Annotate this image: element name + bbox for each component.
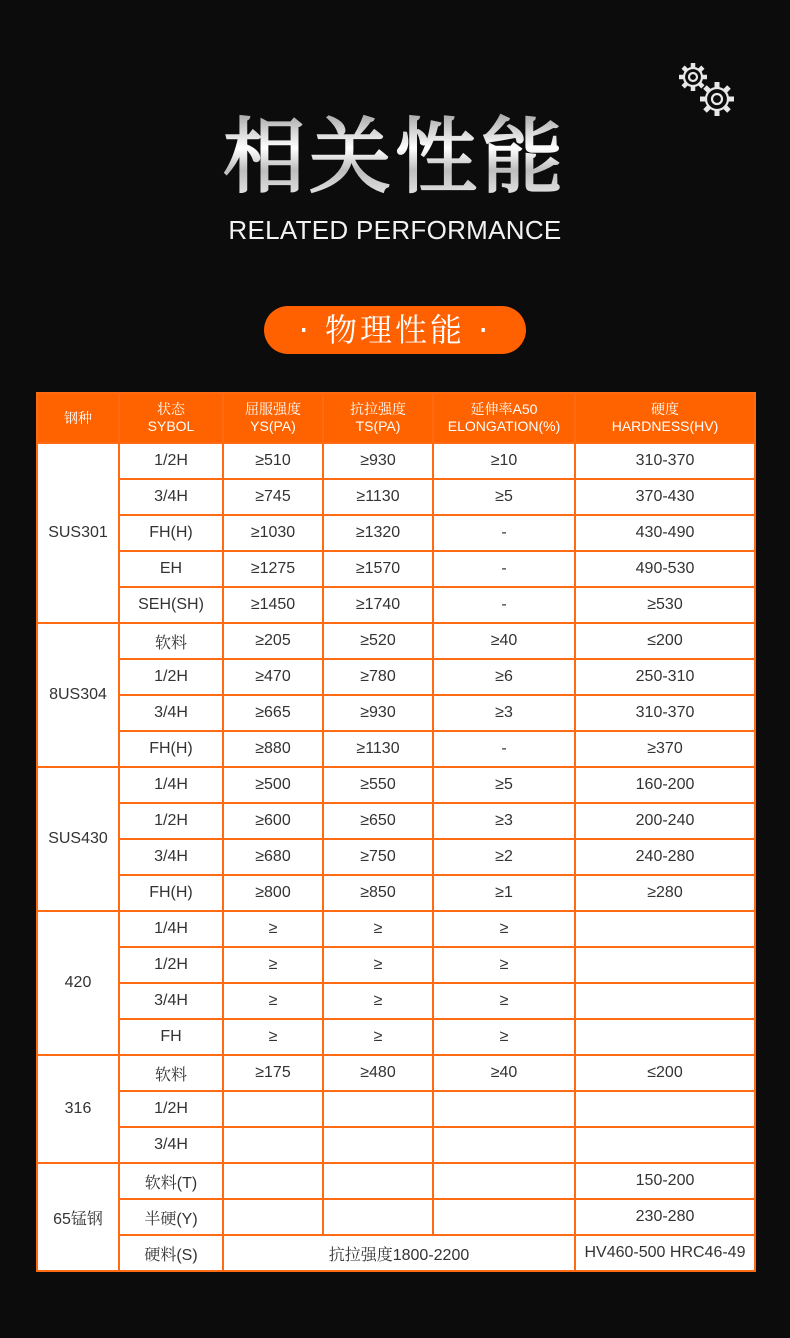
state-cell: 1/2H: [119, 947, 223, 983]
hardness-cell: 310-370: [575, 695, 755, 731]
table-row: [37, 1163, 755, 1199]
elongation-cell: ≥3: [433, 803, 575, 839]
elongation-cell: ≥5: [433, 479, 575, 515]
hardness-cell: 230-280: [575, 1199, 755, 1235]
state-cell: 3/4H: [119, 983, 223, 1019]
hardness-cell: ≤200: [575, 623, 755, 659]
yield-strength-cell: [223, 1163, 323, 1199]
hardness-cell: [575, 1019, 755, 1055]
tensile-strength-cell: ≥750: [323, 839, 433, 875]
yield-strength-cell: ≥510: [223, 443, 323, 479]
table-row: [37, 551, 755, 587]
state-cell: 1/4H: [119, 767, 223, 803]
yield-strength-cell: ≥1030: [223, 515, 323, 551]
table-body: [37, 443, 755, 1271]
state-cell: EH: [119, 551, 223, 587]
tensile-strength-cell: [323, 1091, 433, 1127]
table-row: [37, 983, 755, 1019]
tensile-strength-cell: ≥930: [323, 695, 433, 731]
state-cell: 3/4H: [119, 479, 223, 515]
state-cell: 1/4H: [119, 911, 223, 947]
yield-strength-cell: [223, 1091, 323, 1127]
elongation-cell: ≥5: [433, 767, 575, 803]
grade-cell: SUS430: [37, 767, 119, 911]
elongation-cell: ≥: [433, 947, 575, 983]
yield-strength-cell: ≥: [223, 911, 323, 947]
tensile-strength-cell: ≥780: [323, 659, 433, 695]
col-header-hardness: 硬度 HARDNESS(HV): [575, 393, 755, 443]
elongation-cell: ≥1: [433, 875, 575, 911]
hardness-cell: 370-430: [575, 479, 755, 515]
tensile-strength-cell: ≥520: [323, 623, 433, 659]
header-row: [37, 393, 755, 443]
tensile-strength-cell: [323, 1127, 433, 1163]
tensile-strength-cell: ≥480: [323, 1055, 433, 1091]
state-cell: 3/4H: [119, 839, 223, 875]
state-cell: FH: [119, 1019, 223, 1055]
elongation-cell: ≥: [433, 1019, 575, 1055]
state-cell: 1/2H: [119, 803, 223, 839]
yield-strength-cell: ≥880: [223, 731, 323, 767]
elongation-cell: [433, 1199, 575, 1235]
tensile-strength-cell: ≥1320: [323, 515, 433, 551]
state-cell: 软料: [119, 623, 223, 659]
performance-table: [36, 392, 756, 1272]
table-row: [37, 515, 755, 551]
yield-strength-cell: ≥: [223, 983, 323, 1019]
table-row: [37, 731, 755, 767]
state-cell: 3/4H: [119, 1127, 223, 1163]
yield-strength-cell: ≥175: [223, 1055, 323, 1091]
elongation-cell: -: [433, 731, 575, 767]
state-cell: 硬料(S): [119, 1235, 223, 1271]
elongation-cell: -: [433, 551, 575, 587]
elongation-cell: ≥3: [433, 695, 575, 731]
grade-cell: 316: [37, 1055, 119, 1163]
state-cell: 软料: [119, 1055, 223, 1091]
table-row: [37, 443, 755, 479]
col-header-state: 状态 SYBOL: [119, 393, 223, 443]
state-cell: 1/2H: [119, 1091, 223, 1127]
table-row: [37, 1235, 755, 1271]
yield-strength-cell: ≥500: [223, 767, 323, 803]
table-row: [37, 479, 755, 515]
hardness-cell: [575, 911, 755, 947]
table-row: [37, 695, 755, 731]
col-header-elongation: 延伸率A50 ELONGATION(%): [433, 393, 575, 443]
grade-cell: 8US304: [37, 623, 119, 767]
tensile-strength-cell: ≥1570: [323, 551, 433, 587]
hardness-cell: 250-310: [575, 659, 755, 695]
state-cell: 半硬(Y): [119, 1199, 223, 1235]
tensile-strength-cell: ≥: [323, 983, 433, 1019]
state-cell: FH(H): [119, 875, 223, 911]
hardness-cell: 430-490: [575, 515, 755, 551]
table-row: [37, 875, 755, 911]
table-row: [37, 623, 755, 659]
state-cell: FH(H): [119, 731, 223, 767]
state-cell: 1/2H: [119, 659, 223, 695]
yield-strength-cell: ≥470: [223, 659, 323, 695]
tensile-strength-cell: [323, 1199, 433, 1235]
hardness-cell: [575, 1091, 755, 1127]
table-row: [37, 1199, 755, 1235]
tensile-strength-cell: ≥1740: [323, 587, 433, 623]
table-row: [37, 1127, 755, 1163]
state-cell: 软料(T): [119, 1163, 223, 1199]
grade-cell: 420: [37, 911, 119, 1055]
elongation-cell: ≥40: [433, 623, 575, 659]
state-cell: 1/2H: [119, 443, 223, 479]
hardness-cell: 490-530: [575, 551, 755, 587]
grade-cell: 65锰钢: [37, 1163, 119, 1271]
tensile-strength-cell: ≥650: [323, 803, 433, 839]
elongation-cell: ≥: [433, 911, 575, 947]
tensile-strength-cell: ≥550: [323, 767, 433, 803]
table-row: [37, 947, 755, 983]
table-row: [37, 587, 755, 623]
state-cell: SEH(SH): [119, 587, 223, 623]
tensile-strength-cell: ≥: [323, 947, 433, 983]
elongation-cell: [433, 1127, 575, 1163]
hardness-cell: 240-280: [575, 839, 755, 875]
elongation-cell: ≥6: [433, 659, 575, 695]
elongation-cell: ≥: [433, 983, 575, 1019]
hardness-cell: ≥370: [575, 731, 755, 767]
yield-strength-cell: ≥205: [223, 623, 323, 659]
hardness-cell: 200-240: [575, 803, 755, 839]
table-row: [37, 659, 755, 695]
hardness-cell: ≥280: [575, 875, 755, 911]
elongation-cell: -: [433, 515, 575, 551]
hardness-cell: 150-200: [575, 1163, 755, 1199]
col-header-grade: 钢种: [37, 393, 119, 443]
performance-table-container: [36, 392, 754, 1272]
page-title: 相关性能: [0, 108, 790, 208]
yield-strength-cell: ≥600: [223, 803, 323, 839]
yield-strength-cell: ≥745: [223, 479, 323, 515]
hardness-cell: [575, 947, 755, 983]
yield-strength-cell: ≥1275: [223, 551, 323, 587]
yield-strength-cell: ≥1450: [223, 587, 323, 623]
table-row: [37, 1019, 755, 1055]
yield-strength-cell: [223, 1127, 323, 1163]
tensile-strength-cell: [323, 1163, 433, 1199]
hardness-cell: [575, 983, 755, 1019]
tensile-strength-cell: ≥930: [323, 443, 433, 479]
yield-strength-cell: ≥: [223, 1019, 323, 1055]
hardness-cell: 160-200: [575, 767, 755, 803]
section-pill: · 物理性能 ·: [264, 306, 526, 354]
yield-strength-cell: ≥665: [223, 695, 323, 731]
table-row: [37, 1091, 755, 1127]
table-row: [37, 1055, 755, 1091]
table-row: [37, 911, 755, 947]
hardness-cell: ≤200: [575, 1055, 755, 1091]
tensile-strength-cell: ≥1130: [323, 731, 433, 767]
yield-strength-cell: ≥800: [223, 875, 323, 911]
table-row: [37, 839, 755, 875]
hardness-cell: HV460-500 HRC46-49: [575, 1235, 755, 1271]
col-header-tensile-strength: 抗拉强度 TS(PA): [323, 393, 433, 443]
tensile-strength-cell: ≥850: [323, 875, 433, 911]
table-header: [37, 393, 755, 443]
elongation-cell: ≥40: [433, 1055, 575, 1091]
tensile-strength-cell: ≥1130: [323, 479, 433, 515]
elongation-cell: [433, 1091, 575, 1127]
yield-strength-cell: [223, 1199, 323, 1235]
state-cell: 3/4H: [119, 695, 223, 731]
col-header-yield-strength: 屈服强度 YS(PA): [223, 393, 323, 443]
hardness-cell: [575, 1127, 755, 1163]
yield-strength-cell: ≥680: [223, 839, 323, 875]
elongation-cell: -: [433, 587, 575, 623]
tensile-strength-cell: ≥: [323, 1019, 433, 1055]
elongation-cell: [433, 1163, 575, 1199]
tensile-strength-cell: ≥: [323, 911, 433, 947]
state-cell: FH(H): [119, 515, 223, 551]
table-row: [37, 803, 755, 839]
hardness-cell: ≥530: [575, 587, 755, 623]
hardness-cell: 310-370: [575, 443, 755, 479]
page-subtitle: RELATED PERFORMANCE: [228, 215, 562, 245]
merged-strength-cell: 抗拉强度1800-2200: [223, 1235, 575, 1271]
elongation-cell: ≥2: [433, 839, 575, 875]
elongation-cell: ≥10: [433, 443, 575, 479]
grade-cell: SUS301: [37, 443, 119, 623]
yield-strength-cell: ≥: [223, 947, 323, 983]
table-row: [37, 767, 755, 803]
